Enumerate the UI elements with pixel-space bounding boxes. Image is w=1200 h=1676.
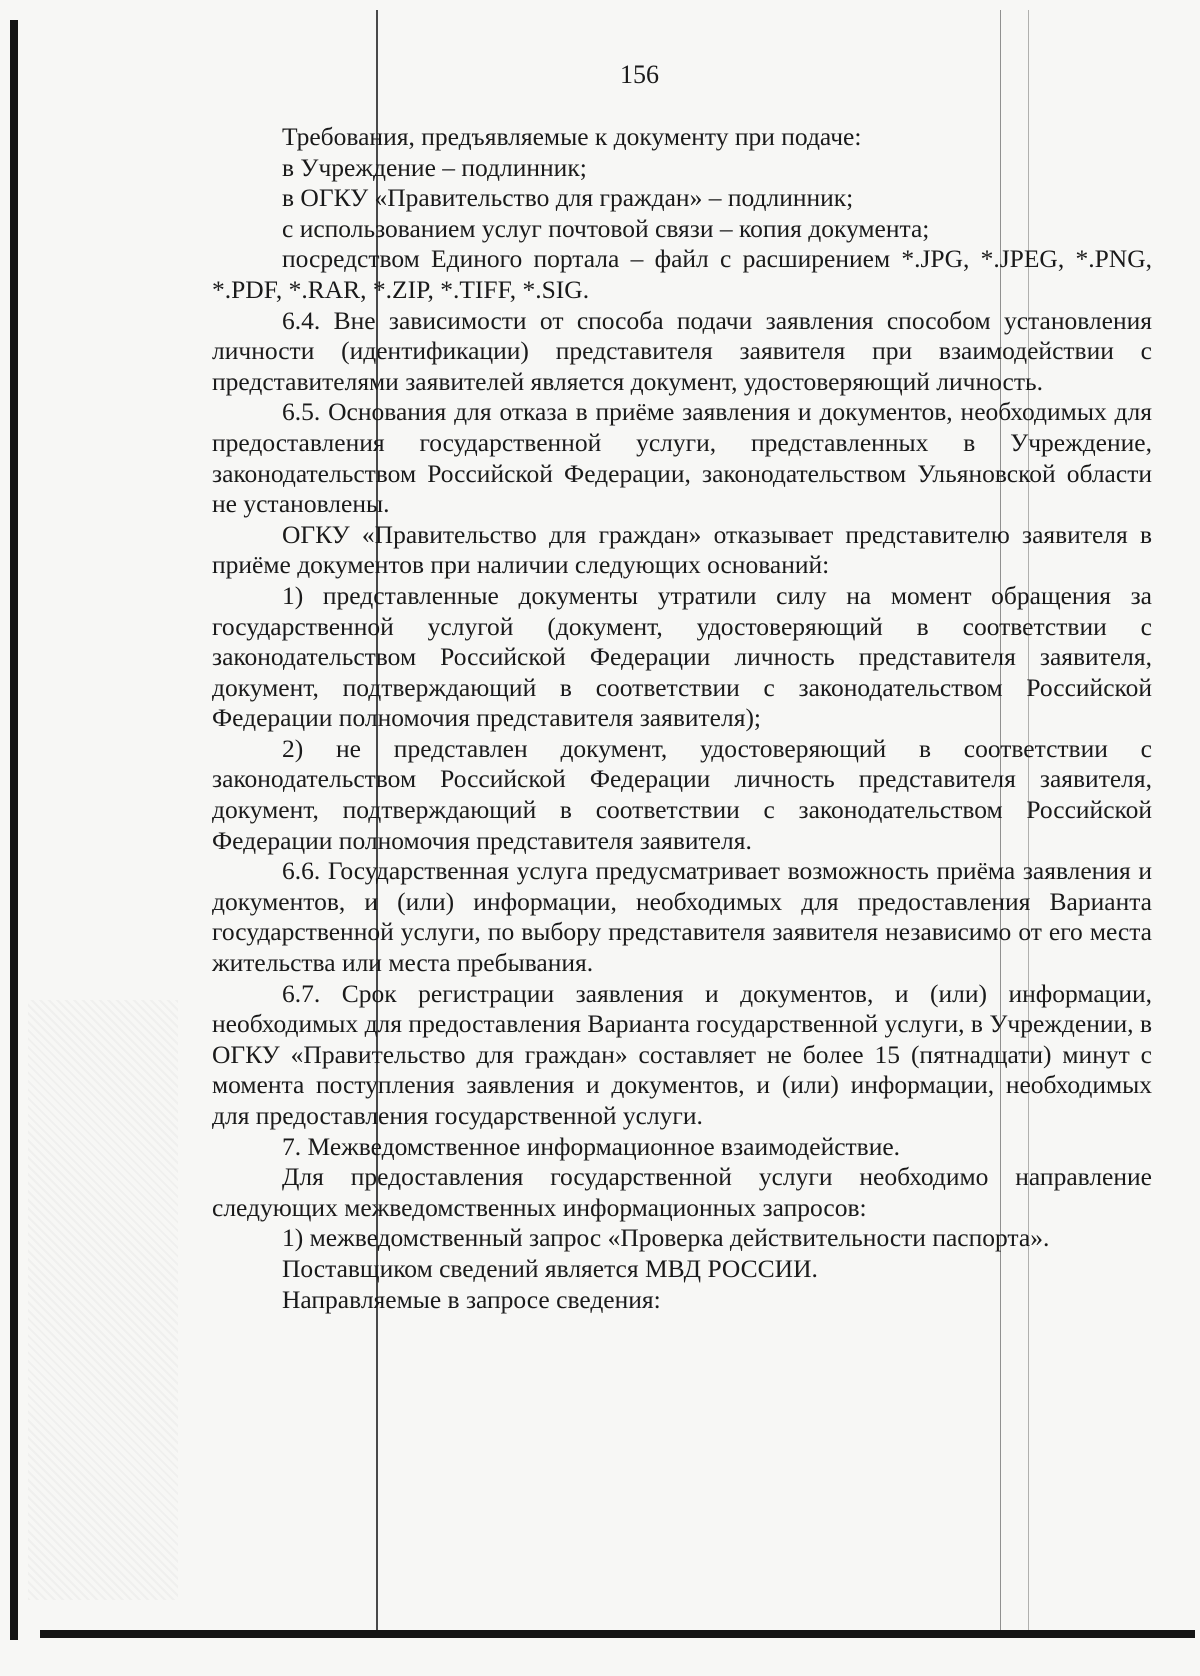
paragraph: Для предоставления государственной услуги необходимо направление следующих межведомственных информационных запросов: [212, 1162, 1152, 1222]
document-body [212, 122, 1152, 1315]
paragraph: 6.6. Государственная услуга предусматривает возможность приёма заявления и документов, и (или) информации, необходимых для предоставления Варианта государственной услуги, по выбору представителя заявителя независимо от его места жительства или места пребывания. [212, 856, 1152, 978]
scan-noise [28, 1000, 178, 1600]
paragraph: в Учреждение – подлинник; [282, 152, 587, 182]
paragraph: 6.4. Вне зависимости от способа подачи заявления способом установления личности (идентификации) представителя заявителя при взаимодействии с представителями заявителей является документ, удостоверяющий личность. [212, 305, 1152, 396]
paragraph: Требования, предъявляемые к документу при подаче: [282, 122, 862, 151]
paragraph: 1) межведомственный запрос «Проверка действительности паспорта». [282, 1223, 1050, 1253]
paragraph: 2) не представлен документ, удостоверяющий в соответствии с законодательством Российской Федерации личность представителя заявителя, документ, подтверждающий в соответствии с законодательством Российской Федерации полномочия представителя заявителя. [212, 733, 1152, 855]
paragraph: 6.5. Основания для отказа в приёме заявления и документов, необходимых для предоставления государственной услуги, представленных в Учреждение, законодательством Российской Федерации, законодательством Ульяновской области не установлены. [212, 397, 1152, 519]
paragraph: Поставщиком сведений является МВД РОССИИ. [282, 1253, 818, 1283]
paragraph: с использованием услуг почтовой связи – копия документа; [282, 213, 930, 243]
paragraph: ОГКУ «Правительство для граждан» отказывает представителю заявителя в приёме документов при наличии следующих оснований: [212, 519, 1152, 580]
paragraph: 7. Межведомственное информационное взаимодействие. [282, 1131, 901, 1161]
paragraph: в ОГКУ «Правительство для граждан» – подлинник; [282, 183, 854, 213]
paragraph: Направляемые в запросе сведения: [282, 1284, 661, 1314]
paragraph: 1) представленные документы утратили силу на момент обращения за государственной услугой (документ, удостоверяющий в соответствии с законодательством Российской Федерации личность представителя заявителя, документ, подтверждающий в соответствии с законодательством Российской Федерации полномочия представителя заявителя); [212, 580, 1152, 733]
scan-bottom-border [40, 1630, 1195, 1638]
scan-left-border [10, 20, 18, 1640]
paragraph: 6.7. Срок регистрации заявления и документов, и (или) информации, необходимых для предоставления Варианта государственной услуги, в Учреждении, в ОГКУ «Правительство для граждан» составляет не более 15 (пятнадцати) минут с момента поступления заявления и документов, и (или) информации, необходимых для предоставления государственной услуги. [212, 978, 1152, 1130]
page-number: 156 [620, 60, 659, 89]
paragraph: посредством Единого портала – файл с расширением *.JPG, *.JPEG, *.PNG, *.PDF, *.RAR, *.ZIP, *.TIFF, *.SIG. [212, 244, 1152, 304]
